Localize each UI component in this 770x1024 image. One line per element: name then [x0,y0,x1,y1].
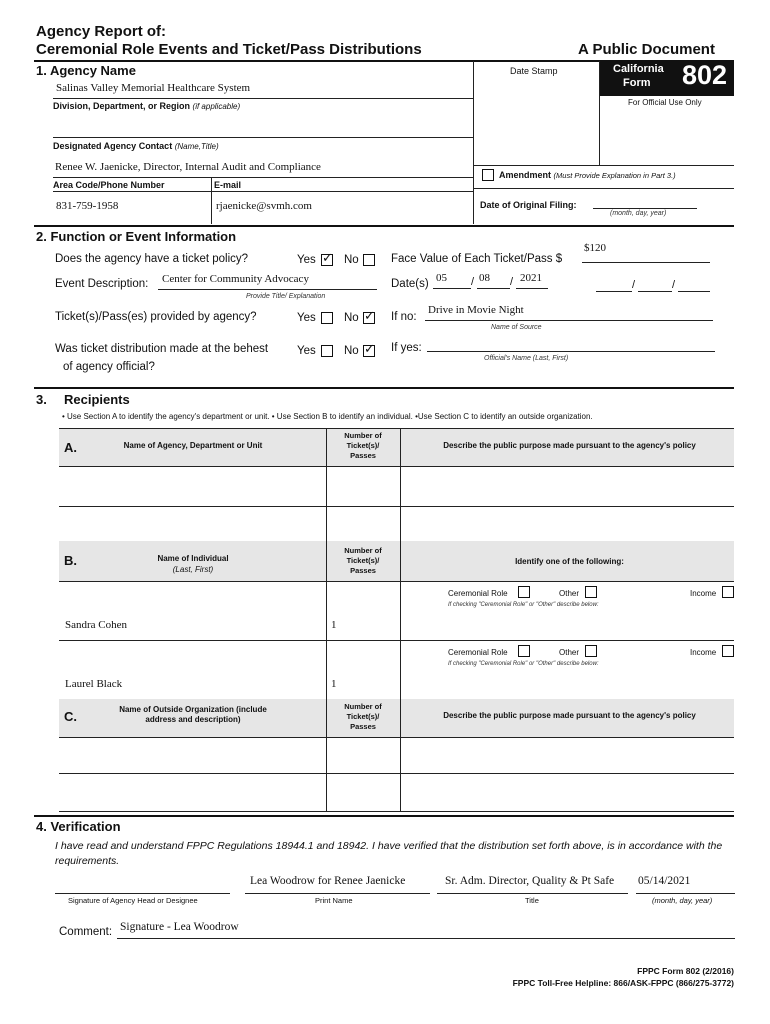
face-value-line [582,262,710,263]
section3-number: 3. [36,392,47,407]
section2-bottom-rule [34,387,734,389]
signature-label: Signature of Agency Head or Designee [68,896,198,905]
print-name-value[interactable]: Lea Woodrow for Renee Jaenicke [250,875,406,887]
behest-yes-label: Yes [297,345,316,357]
date-day-line [477,288,510,289]
section-a-letter: A. [64,440,77,455]
original-filing-line [593,208,697,209]
section-b-letter: B. [64,553,77,568]
contact-label-text: Designated Agency Contact [53,141,173,151]
california-label: California [613,63,664,75]
policy-yes-checkbox[interactable] [321,254,333,266]
if-yes-line [427,351,715,352]
agency-name-value[interactable]: Salinas Valley Memorial Healthcare System [56,82,251,94]
recipient-2-count[interactable]: 1 [331,678,337,690]
contact-note: (Name,Title) [174,142,219,151]
recipient-instructions: • Use Section A to identify the agency's department or unit. • Use Section B to identify an individual. •Use Section C to identify an outside organization. [62,412,593,421]
section-c-col1-divider [326,699,327,811]
division-note: (if applicable) [192,102,241,111]
provided-yes-checkbox[interactable] [321,312,333,324]
verification-statement: I have read and understand FPPC Regulations 18944.1 and 18942. I have verified that the distribution set forth above, is in accordance with the requirements. [55,840,723,867]
section-b-row1-bottom [59,640,734,641]
phone-label: Area Code/Phone Number [53,180,165,190]
form-number: 802 [682,60,728,90]
public-document-label: A Public Document [578,41,715,58]
row1-income-checkbox[interactable] [722,586,734,598]
if-yes-note: Official's Name (Last, First) [484,355,569,362]
section-a-top-line [59,428,734,429]
signature-line [55,893,230,894]
form-title-line1: Agency Report of: [36,23,167,40]
row1-income-label: Income [690,589,717,598]
date2-slash-1: / [632,279,636,291]
section-b-name-header: Name of Individual [157,554,229,563]
comment-label: Comment: [59,926,113,938]
phone-email-divider [211,177,212,224]
section-c-purpose-header: Describe the public purpose made pursuant to the agency's policy [443,711,696,720]
phone-value[interactable]: 831-759-1958 [56,200,119,212]
section3-heading: Recipients [64,392,130,407]
policy-no-label: No [344,254,359,266]
if-no-value[interactable]: Drive in Movie Night [428,304,524,316]
recipient-2-name[interactable]: Laurel Black [65,678,123,690]
section-b-name-subheader: (Last, First) [172,565,214,574]
row1-other-label: Other [559,589,580,598]
section4-heading: 4. Verification [36,819,121,834]
contact-value[interactable]: Renee W. Jaenicke, Director, Internal Audit and Compliance [55,161,321,173]
section-c-header-bottom [59,737,734,738]
division-label [53,101,240,111]
official-use-label: For Official Use Only [628,98,702,107]
date-month-line [433,288,471,289]
row2-other-checkbox[interactable] [585,645,597,657]
title-label: Title [525,896,539,905]
face-value-label: Face Value of Each Ticket/Pass $ [391,253,563,265]
amendment-checkbox[interactable] [482,169,494,181]
section-c-letter: C. [64,709,77,724]
provided-no-label: No [344,312,359,324]
event-description-line [158,289,377,290]
contact-line [53,177,473,178]
date2-slash-2: / [672,279,676,291]
amendment-bottom-line [473,188,734,189]
policy-no-checkbox[interactable] [363,254,375,266]
date2-year-line [678,291,710,292]
division-line [53,137,473,138]
date2-day-line [638,291,672,292]
recipient-1-count[interactable]: 1 [331,619,337,631]
title-value[interactable]: Sr. Adm. Director, Quality & Pt Safe [445,875,615,887]
row2-income-label: Income [690,648,717,657]
event-description-label: Event Description: [55,278,149,290]
section1-bottom-rule [34,225,734,227]
email-value[interactable]: rjaenicke@svmh.com [216,200,312,212]
if-yes-label: If yes: [391,342,422,354]
contact-label [53,141,219,151]
section-c-name-header: Name of Outside Organization (include address and description) [119,705,267,724]
email-label: E-mail [214,180,242,190]
division-label-text: Division, Department, or Region [53,101,191,111]
fppc-helpline: FPPC Toll-Free Helpline: 866/ASK-FPPC (866/275-3772) [512,978,734,988]
signature-date-line [636,893,735,894]
amendment-note: (Must Provide Explanation in Part 3.) [553,171,676,180]
section-b-identify-header: Identify one of the following: [515,557,624,566]
date-slash-2: / [510,276,514,288]
section-c-count-header: Number of Ticket(s)/ Passes [344,702,382,731]
original-filing-label: Date of Original Filing: [480,200,577,210]
phone-email-line [53,191,473,192]
section-a-row1-bottom [59,506,734,507]
row1-ceremonial-checkbox[interactable] [518,586,530,598]
row2-ceremonial-label: Ceremonial Role [448,648,508,657]
form-revision: FPPC Form 802 (2/2016) [637,966,734,976]
policy-yes-label: Yes [297,254,316,266]
signature-date-value[interactable]: 05/14/2021 [638,875,691,887]
form-title-line2: Ceremonial Role Events and Ticket/Pass Distributions [36,41,422,58]
behest-no-checkbox[interactable] [363,345,375,357]
form-label: Form [623,77,651,89]
row2-other-label: Other [559,648,580,657]
date-year-value[interactable]: 2021 [520,272,542,284]
section-a-name-header: Name of Agency, Department or Unit [123,441,263,450]
section-a-count-header: Number of Ticket(s)/ Passes [344,431,382,460]
section-b-header-bottom [59,581,734,582]
section-a-header-bottom [59,466,734,467]
section-c-row2-bottom [59,811,734,812]
amendment-label [499,170,676,180]
section-c-row1-bottom [59,773,734,774]
provided-yes-label: Yes [297,312,316,324]
behest-yes-checkbox[interactable] [321,345,333,357]
amendment-top-line [473,165,734,166]
row2-describe-note: If checking "Ceremonial Role" or "Other" describe below: [448,661,599,667]
print-name-line [245,893,430,894]
date2-month-line [596,291,632,292]
behest-question-line2: of agency official? [63,361,155,373]
original-filing-note: (month, day, year) [610,210,667,217]
row1-describe-note: If checking "Ceremonial Role" or "Other" describe below: [448,602,599,608]
title-line [437,893,628,894]
provided-no-checkbox[interactable] [363,312,375,324]
date-stamp-label: Date Stamp [510,66,558,76]
date-slash-1: / [471,276,475,288]
section-b-col2-divider [400,541,401,699]
section-b-count-header: Number of Ticket(s)/ Passes [344,546,382,575]
section-b-col1-divider [326,541,327,699]
section2-heading: 2. Function or Event Information [36,229,237,244]
section-c-col2-divider [400,699,401,811]
amendment-label-text: Amendment [499,170,552,180]
section-a-col1-divider [326,428,327,541]
section1-heading: 1. Agency Name [36,63,136,78]
section-a-purpose-header: Describe the public purpose made pursuant to the agency's policy [443,441,696,450]
behest-question-line1: Was ticket distribution made at the behest [55,343,269,355]
row2-income-checkbox[interactable] [722,645,734,657]
comment-line [117,938,735,939]
event-description-value[interactable]: Center for Community Advocacy [162,273,309,285]
behest-no-label: No [344,345,359,357]
provided-by-agency-question: Ticket(s)/Pass(es) provided by agency? [55,311,257,323]
signature-date-label: (month, day, year) [652,896,713,905]
if-no-line [425,320,713,321]
date-year-line [516,288,548,289]
event-description-note: Provide Title/ Explanation [246,293,326,300]
section3-bottom-rule [34,815,734,817]
date-day-value[interactable]: 08 [479,272,490,284]
section-a-col2-divider [400,428,401,541]
row2-ceremonial-checkbox[interactable] [518,645,530,657]
ticket-policy-question: Does the agency have a ticket policy? [55,253,249,265]
agency-name-line [53,98,473,99]
comment-value[interactable]: Signature - Lea Woodrow [120,921,239,933]
face-value[interactable]: $120 [584,242,606,254]
date-month-value[interactable]: 05 [436,272,447,284]
row1-ceremonial-label: Ceremonial Role [448,589,508,598]
row1-other-checkbox[interactable] [585,586,597,598]
recipient-1-name[interactable]: Sandra Cohen [65,619,128,631]
dates-label: Date(s) [391,278,429,290]
if-no-note: Name of Source [491,324,542,331]
print-name-label: Print Name [315,896,353,905]
if-no-label: If no: [391,311,417,323]
section1-divider [473,61,474,224]
